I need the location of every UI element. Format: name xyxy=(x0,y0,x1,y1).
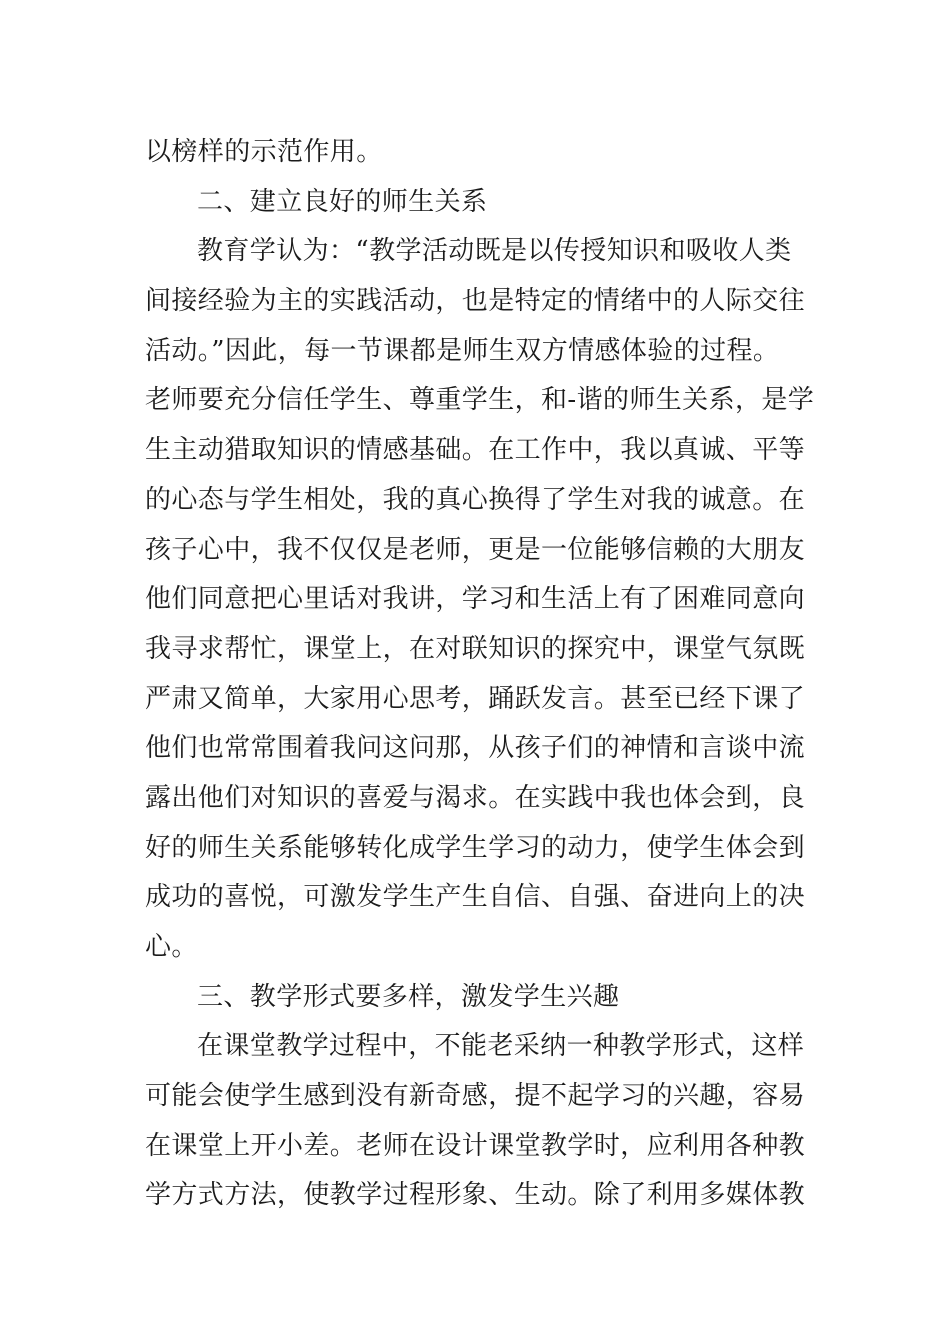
text-line: 学方式方法，使教学过程形象、生动。除了利用多媒体教 xyxy=(145,1180,806,1211)
text-line: 可能会使学生感到没有新奇感，提不起学习的兴趣，容易 xyxy=(145,1081,806,1112)
text-line: 以榜样的示范作用。 xyxy=(145,137,383,167)
text-line: 活动。”因此，每一节课都是师生双方情感体验的过程。 xyxy=(145,335,780,366)
text-line: 在课堂上开小差。老师在设计课堂教学时，应利用各种教 xyxy=(145,1130,806,1161)
text-line: 他们也常常围着我问这问那，从孩子们的神情和言谈中流 xyxy=(145,733,806,764)
text-line: 间接经验为主的实践活动，也是特定的情绪中的人际交往 xyxy=(145,286,806,317)
paragraph-first-line: 二、建立良好的师生关系 xyxy=(197,186,488,217)
text-line: 露出他们对知识的喜爱与渴求。在实践中我也体会到，良 xyxy=(145,782,806,813)
text-line: 他们同意把心里话对我讲，学习和生活上有了困难同意向 xyxy=(145,584,806,615)
text-line: 成功的喜悦，可激发学生产生自信、自强、奋进向上的决 xyxy=(145,882,806,913)
text-line: 心。 xyxy=(145,932,198,962)
body-text xyxy=(145,128,815,1221)
text-line: 老师要充分信任学生、尊重学生，和-谐的师生关系，是学 xyxy=(145,385,815,416)
text-line: 我寻求帮忙，课堂上，在对联知识的探究中，课堂气氛既 xyxy=(145,633,806,664)
text-line: 生主动猎取知识的情感基础。在工作中，我以真诚、平等 xyxy=(145,435,806,466)
text-line: 严肃又简单，大家用心思考，踊跃发言。甚至已经下课了 xyxy=(145,683,806,714)
text-line: 好的师生关系能够转化成学生学习的动力，使学生体会到 xyxy=(145,832,806,863)
paragraph-first-line: 三、教学形式要多样，激发学生兴趣 xyxy=(197,981,620,1012)
paragraph-first-line: 在课堂教学过程中，不能老采纳一种教学形式，这样 xyxy=(197,1031,805,1062)
text-line: 的心态与学生相处，我的真心换得了学生对我的诚意。在 xyxy=(145,484,806,515)
text-line: 孩子心中，我不仅仅是老师，更是一位能够信赖的大朋友 xyxy=(145,534,806,565)
paragraph-first-line: 教育学认为：“教学活动既是以传授知识和吸收人类 xyxy=(197,236,792,267)
